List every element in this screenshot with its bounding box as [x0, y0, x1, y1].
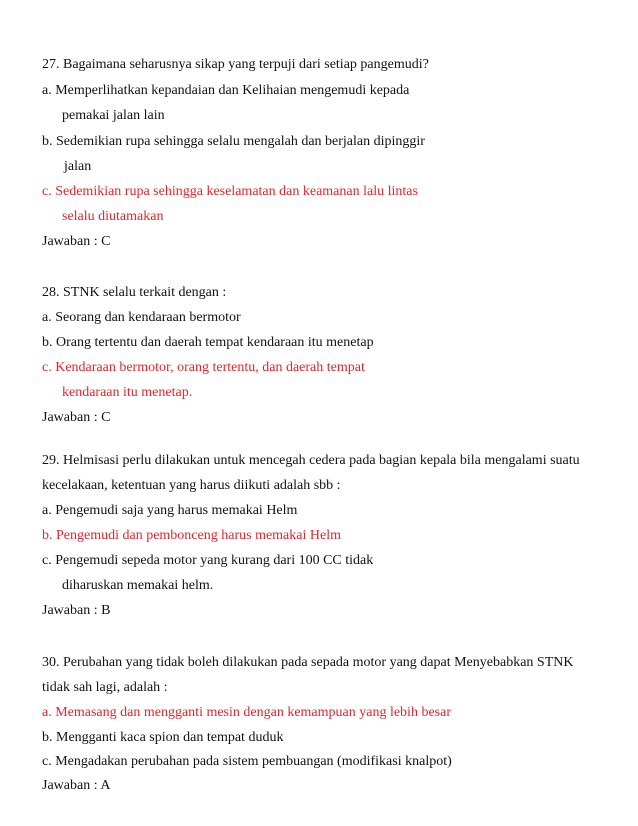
- question-text: 27. Bagaimana seharusnya sikap yang terpuji dari setiap pangemudi?: [42, 57, 429, 72]
- option-b-continued: jalan: [64, 159, 92, 174]
- option-c-correct-continued: selalu diutamakan: [62, 209, 164, 224]
- option-c-correct-continued: kendaraan itu menetap.: [62, 385, 193, 400]
- option-b: b. Mengganti kaca spion dan tempat duduk: [42, 730, 284, 745]
- question-text: 30. Perubahan yang tidak boleh dilakukan pada sepada motor yang dapat Menyebabkan STNK: [42, 655, 574, 670]
- option-a: a. Memperlihatkan kepandaian dan Kelihaian mengemudi kepada: [42, 83, 410, 98]
- option-c: c. Mengadakan perubahan pada sistem pembuangan (modifikasi knalpot): [42, 754, 452, 769]
- question-text-continued: kecelakaan, ketentuan yang harus diikuti adalah sbb :: [42, 478, 341, 493]
- option-c: c. Pengemudi sepeda motor yang kurang dari 100 CC tidak: [42, 553, 374, 568]
- option-a: a. Pengemudi saja yang harus memakai Helm: [42, 503, 298, 518]
- option-b: b. Orang tertentu dan daerah tempat kendaraan itu menetap: [42, 335, 374, 350]
- answer-key: Jawaban : A: [42, 778, 111, 793]
- answer-key: Jawaban : C: [42, 234, 111, 249]
- option-c-correct: c. Kendaraan bermotor, orang tertentu, dan daerah tempat: [42, 360, 365, 375]
- question-text: 29. Helmisasi perlu dilakukan untuk mencegah cedera pada bagian kepala bila mengalami suatu: [42, 453, 580, 468]
- option-a-correct: a. Memasang dan mengganti mesin dengan kemampuan yang lebih besar: [42, 705, 451, 720]
- option-b: b. Sedemikian rupa sehingga selalu mengalah dan berjalan dipinggir: [42, 134, 425, 149]
- question-text: 28. STNK selalu terkait dengan :: [42, 285, 227, 300]
- option-b-correct: b. Pengemudi dan pembonceng harus memakai Helm: [42, 528, 341, 543]
- answer-key: Jawaban : B: [42, 603, 111, 618]
- option-a-continued: pemakai jalan lain: [62, 108, 165, 123]
- option-c-continued: diharuskan memakai helm.: [62, 578, 214, 593]
- question-text-continued: tidak sah lagi, adalah :: [42, 680, 168, 695]
- answer-key: Jawaban : C: [42, 410, 111, 425]
- option-c-correct: c. Sedemikian rupa sehingga keselamatan dan keamanan lalu lintas: [42, 184, 418, 199]
- option-a: a. Seorang dan kendaraan bermotor: [42, 310, 241, 325]
